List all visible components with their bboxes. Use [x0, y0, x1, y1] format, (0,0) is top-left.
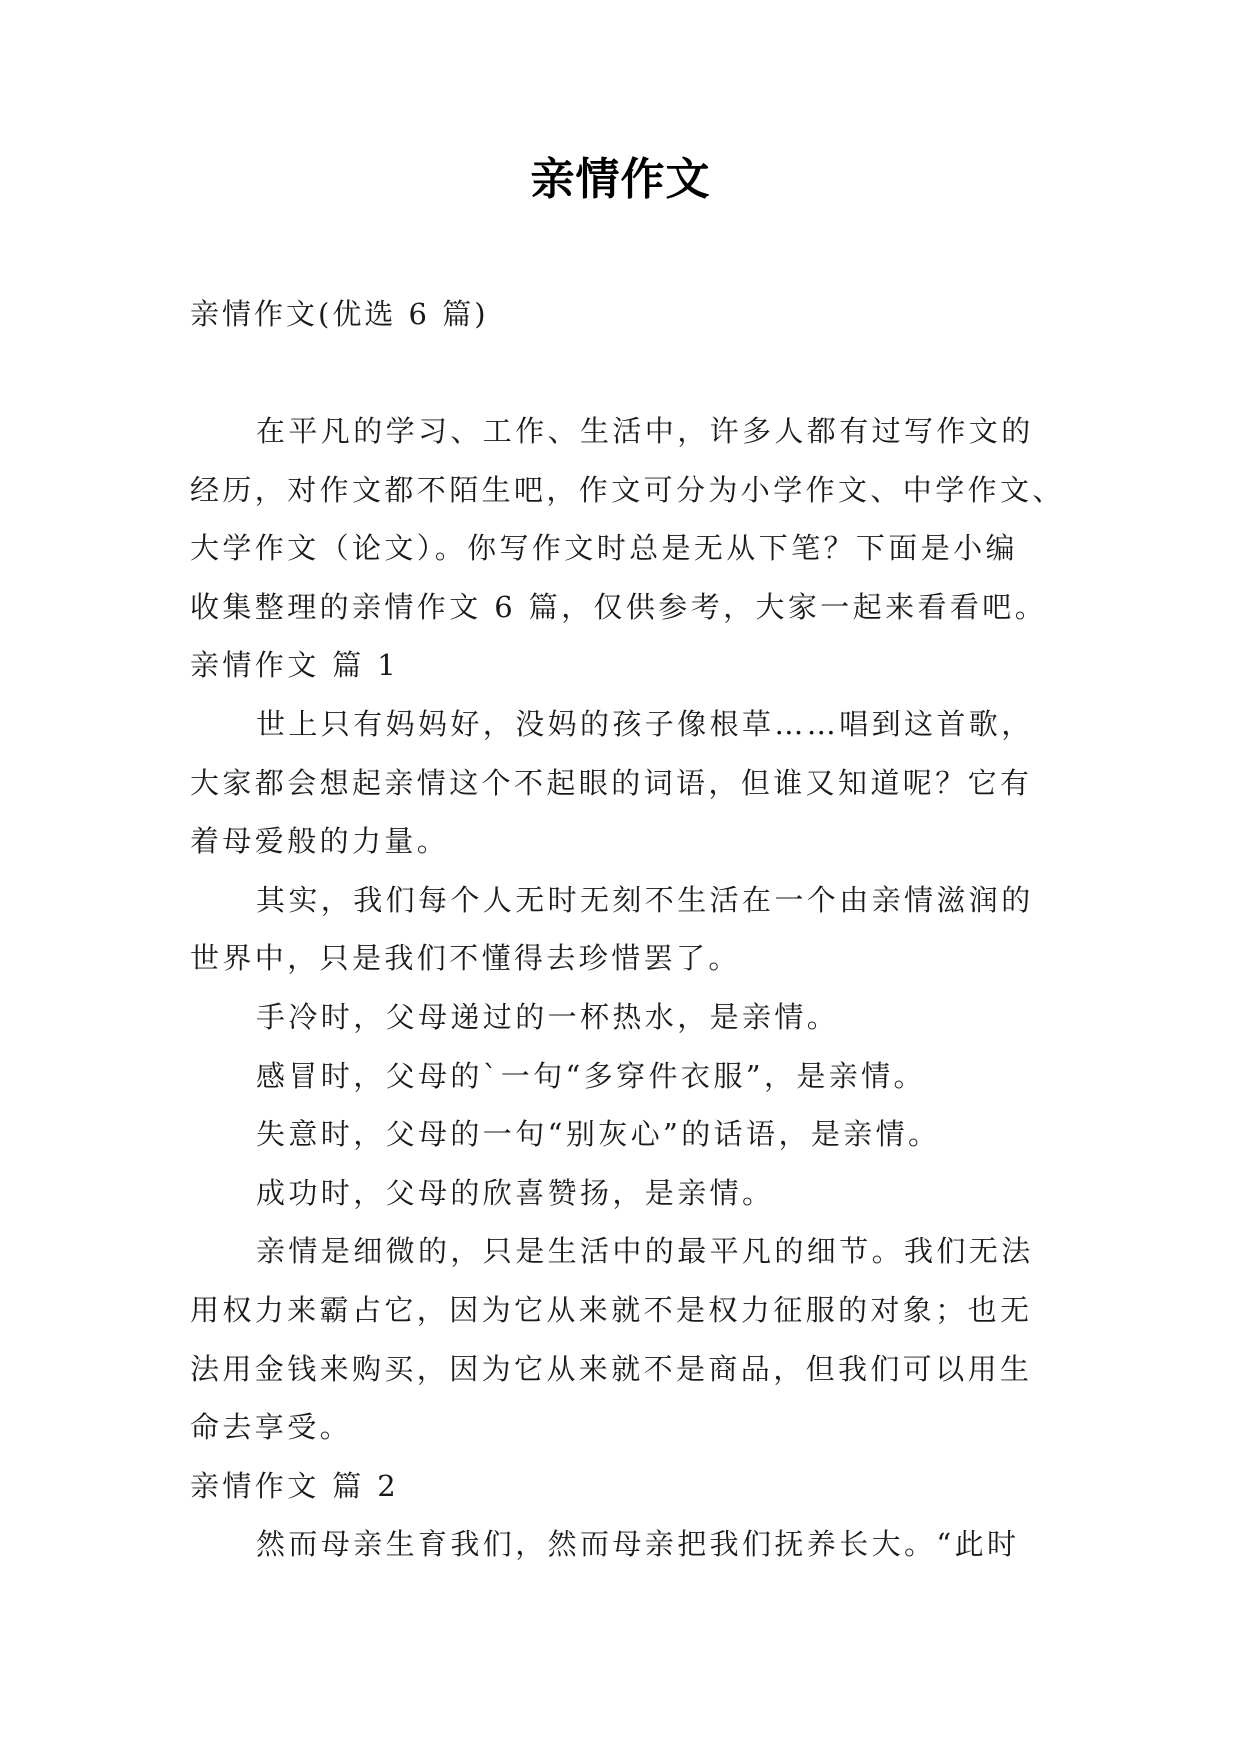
body-line: 法用金钱来购买，因为它从来就不是商品，但我们可以用生 [190, 1351, 1033, 1386]
document-title: 亲情作文 [530, 154, 711, 205]
document-subtitle: 亲情作文(优选 6 篇) [190, 297, 489, 331]
body-line: 感冒时，父母的`一句“多穿件衣服”，是亲情。 [256, 1058, 926, 1093]
body-line: 亲情是细微的，只是生活中的最平凡的细节。我们无法 [256, 1234, 1034, 1269]
document-body [190, 402, 1070, 1574]
body-line: 失意时，父母的一句“别灰心”的话语，是亲情。 [256, 1117, 941, 1152]
body-line: 用权力来霸占它，因为它从来就不是权力征服的对象；也无 [190, 1292, 1033, 1327]
body-line: 命去享受。 [190, 1410, 353, 1445]
body-line: 着母爱般的力量。 [190, 824, 450, 859]
body-line: 亲情作文 篇 2 [190, 1468, 400, 1503]
body-line: 世上只有妈妈好，没妈的孩子像根草……唱到这首歌， [256, 706, 1034, 741]
body-line: 大学作文（论文）。你写作文时总是无从下笔？下面是小编 [190, 531, 1018, 566]
body-line: 在平凡的学习、工作、生活中，许多人都有过写作文的 [256, 414, 1034, 448]
body-line: 经历，对作文都不陌生吧，作文可分为小学作文、中学作文、 [190, 472, 1065, 507]
body-line: 世界中，只是我们不懂得去珍惜罢了。 [190, 941, 741, 976]
body-line: 亲情作文 篇 1 [190, 648, 400, 683]
body-line: 其实，我们每个人无时无刻不生活在一个由亲情滋润的 [256, 882, 1034, 917]
body-line: 然而母亲生育我们，然而母亲把我们抚养长大。“此时 [256, 1527, 1020, 1562]
body-line: 大家都会想起亲情这个不起眼的词语，但谁又知道呢？它有 [190, 765, 1033, 800]
body-line: 收集整理的亲情作文 6 篇，仅供参考，大家一起来看看吧。 [190, 589, 1048, 624]
body-line: 手冷时，父母递过的一杯热水，是亲情。 [256, 999, 840, 1034]
body-line: 成功时，父母的欣喜赞扬，是亲情。 [256, 1175, 775, 1210]
